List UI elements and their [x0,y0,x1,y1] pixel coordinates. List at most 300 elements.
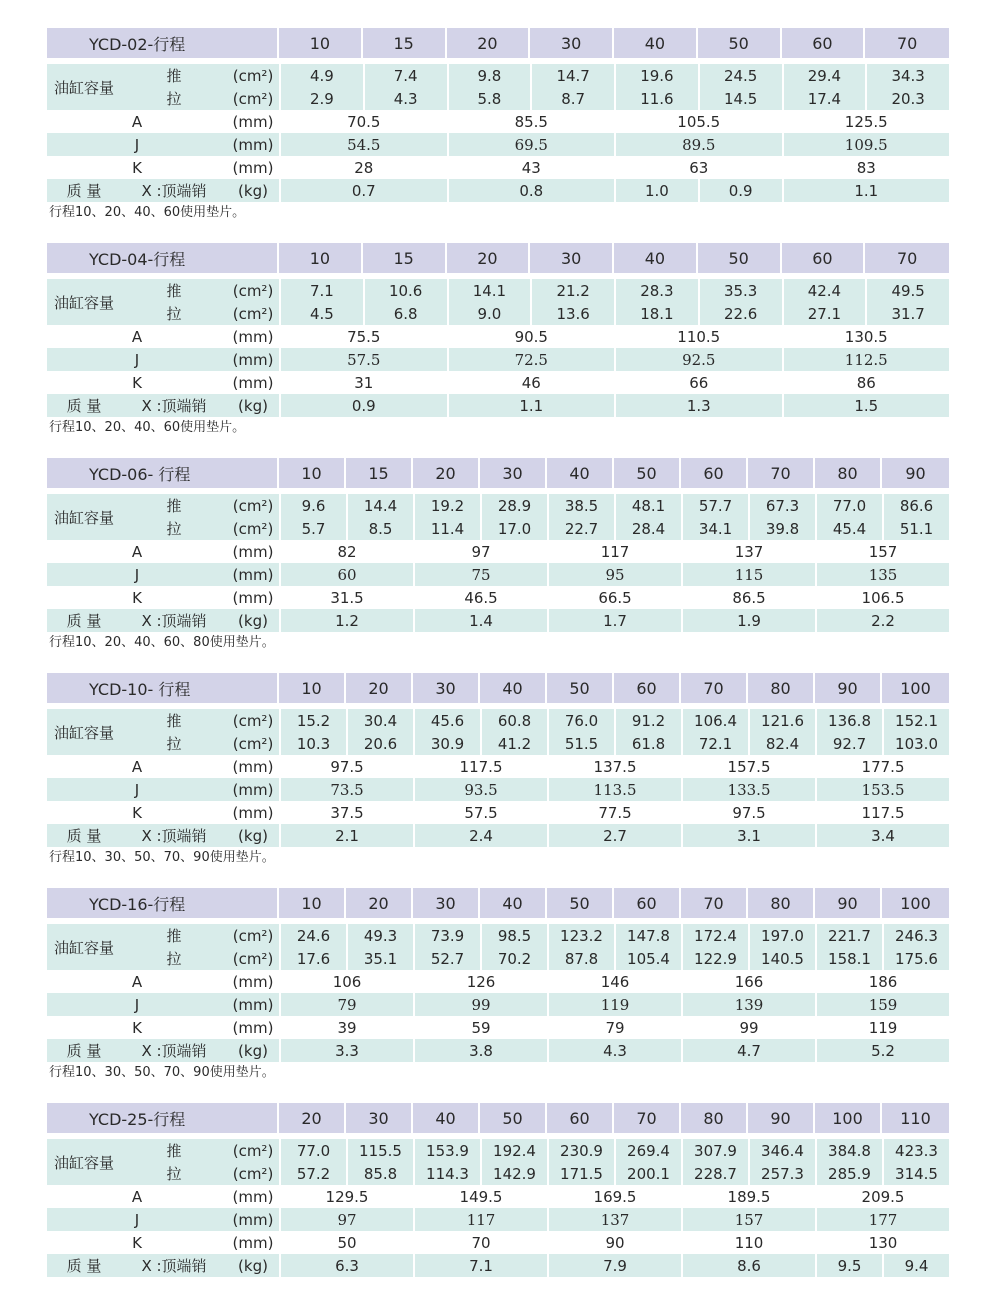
weight-label: 质 量 [47,179,121,202]
unit-label: (kg) [227,609,279,632]
dim-value: 126 [413,970,547,993]
push-label: 推 [121,709,227,732]
weight-row [47,1039,949,1062]
dim-value: 66 [614,371,782,394]
push-value: 19.2 [413,494,480,517]
spec-page [47,28,949,1304]
model-title: YCD-25-行程 [47,1103,279,1133]
pull-value: 17.0 [480,517,547,540]
pull-value: 20.3 [865,87,949,110]
dim-label: K [47,1016,227,1039]
pull-value: 85.8 [346,1162,413,1185]
dim-value: 31 [279,371,447,394]
unit-label: (mm) [227,993,279,1016]
spec-table [47,888,949,1062]
push-value: 230.9 [547,1139,614,1162]
push-row [47,924,949,947]
push-value: 34.3 [865,64,949,87]
dim-value: 106.5 [815,586,949,609]
stroke-header: 10 [279,673,346,703]
pull-value: 122.9 [681,947,748,970]
dim-value: 31.5 [279,586,413,609]
push-value: 136.8 [815,709,882,732]
pull-value: 11.6 [614,87,698,110]
dim-label: A [47,755,227,778]
stroke-header: 70 [614,1103,681,1133]
push-label: 推 [121,64,227,87]
push-value: 28.3 [614,279,698,302]
unit-label: (cm²) [227,302,279,325]
pull-value: 103.0 [882,732,949,755]
stroke-header: 50 [480,1103,547,1133]
unit-label: (mm) [227,1185,279,1208]
dim-value: 59 [413,1016,547,1039]
dim-value: 95 [547,563,681,586]
dim-row-a [47,970,949,993]
dim-value: 97.5 [681,801,815,824]
push-value: 86.6 [882,494,949,517]
dim-row-k [47,801,949,824]
dim-label: J [47,563,227,586]
push-value: 42.4 [782,279,866,302]
dim-value: 66.5 [547,586,681,609]
push-value: 346.4 [748,1139,815,1162]
pull-value: 52.7 [413,947,480,970]
dim-value: 129.5 [279,1185,413,1208]
block-spacer [47,659,949,673]
weight-value: 9.4 [882,1254,949,1277]
stroke-header: 30 [346,1103,413,1133]
header-row [47,28,949,58]
dim-value: 106 [279,970,413,993]
weight-value: 2.2 [815,609,949,632]
unit-label: (mm) [227,110,279,133]
unit-label: (mm) [227,371,279,394]
dim-label: A [47,540,227,563]
spec-block [47,28,949,229]
push-value: 14.4 [346,494,413,517]
dim-value: 73.5 [279,778,413,801]
pull-value: 105.4 [614,947,681,970]
dim-value: 105.5 [614,110,782,133]
push-value: 14.7 [530,64,614,87]
stroke-header: 80 [815,458,882,488]
unit-label: (kg) [227,824,279,847]
dim-value: 137.5 [547,755,681,778]
stroke-header: 20 [279,1103,346,1133]
dim-value: 177.5 [815,755,949,778]
unit-label: (cm²) [227,517,279,540]
dim-value: 90.5 [447,325,615,348]
weight-value: 4.7 [681,1039,815,1062]
dim-row-k [47,1016,949,1039]
pull-value: 175.6 [882,947,949,970]
dim-label: J [47,993,227,1016]
pull-row [47,732,949,755]
unit-label: (cm²) [227,279,279,302]
stroke-header: 80 [681,1103,748,1133]
dim-value: 97.5 [279,755,413,778]
dim-row-j [47,133,949,156]
header-row [47,888,949,918]
push-value: 7.1 [279,279,363,302]
pull-value: 22.6 [698,302,782,325]
pull-value: 35.1 [346,947,413,970]
dim-value: 70.5 [279,110,447,133]
pull-value: 39.8 [748,517,815,540]
weight-label: 质 量 [47,394,121,417]
dim-value: 37.5 [279,801,413,824]
pull-value: 72.1 [681,732,748,755]
dim-row-j [47,1208,949,1231]
push-label: 推 [121,924,227,947]
dim-label: K [47,156,227,179]
unit-label: (cm²) [227,87,279,110]
dim-value: 79 [279,993,413,1016]
dim-value: 186 [815,970,949,993]
unit-label: (mm) [227,1231,279,1254]
stroke-header: 70 [865,243,949,273]
dim-label: A [47,110,227,133]
pull-value: 82.4 [748,732,815,755]
weight-value: 2.4 [413,824,547,847]
unit-label: (cm²) [227,1139,279,1162]
pull-label: 拉 [121,1162,227,1185]
pull-value: 5.8 [447,87,531,110]
weight-value: 6.3 [279,1254,413,1277]
push-value: 76.0 [547,709,614,732]
push-value: 19.6 [614,64,698,87]
pull-value: 51.1 [882,517,949,540]
weight-value: 4.3 [547,1039,681,1062]
pull-label: 拉 [121,87,227,110]
weight-value: 0.8 [447,179,615,202]
unit-label: (cm²) [227,494,279,517]
pull-value: 2.9 [279,87,363,110]
stroke-header: 80 [748,888,815,918]
dim-value: 39 [279,1016,413,1039]
dim-value: 157 [815,540,949,563]
stroke-header: 15 [363,28,447,58]
pull-row [47,87,949,110]
stroke-header: 50 [698,243,782,273]
dim-value: 85.5 [447,110,615,133]
dim-value: 110 [681,1231,815,1254]
dim-label: J [47,1208,227,1231]
dim-value: 77.5 [547,801,681,824]
pull-value: 31.7 [865,302,949,325]
spec-table [47,1103,949,1277]
pull-value: 158.1 [815,947,882,970]
push-value: 77.0 [279,1139,346,1162]
dim-row-k [47,156,949,179]
weight-value: 3.8 [413,1039,547,1062]
pull-value: 13.6 [530,302,614,325]
push-value: 423.3 [882,1139,949,1162]
dim-row-a [47,1185,949,1208]
dim-value: 209.5 [815,1185,949,1208]
dim-value: 63 [614,156,782,179]
pull-value: 22.7 [547,517,614,540]
dim-value: 117 [413,1208,547,1231]
pull-row [47,517,949,540]
unit-label: (kg) [227,179,279,202]
dim-value: 130.5 [782,325,950,348]
dim-value: 70 [413,1231,547,1254]
spec-table [47,458,949,632]
dim-value: 119 [547,993,681,1016]
pull-value: 228.7 [681,1162,748,1185]
push-value: 115.5 [346,1139,413,1162]
dim-value: 149.5 [413,1185,547,1208]
model-title: YCD-10- 行程 [47,673,279,703]
pull-value: 87.8 [547,947,614,970]
spec-table [47,28,949,202]
dim-row-k [47,371,949,394]
spec-block [47,458,949,659]
stroke-header: 20 [413,458,480,488]
shim-note: 行程10、20、40、60、80使用垫片。 [49,635,275,650]
stroke-header: 90 [815,888,882,918]
dim-row-k [47,586,949,609]
x-pin-label: X :顶端销 [121,1254,227,1277]
dim-label: J [47,348,227,371]
push-value: 7.4 [363,64,447,87]
unit-label: (mm) [227,540,279,563]
dim-value: 54.5 [279,133,447,156]
dim-value: 112.5 [782,348,950,371]
dim-value: 97 [279,1208,413,1231]
dim-label: K [47,1231,227,1254]
pull-value: 92.7 [815,732,882,755]
dim-value: 115 [681,563,815,586]
pull-value: 17.6 [279,947,346,970]
spec-block [47,888,949,1089]
pull-value: 257.3 [748,1162,815,1185]
stroke-header: 80 [748,673,815,703]
pull-value: 200.1 [614,1162,681,1185]
unit-label: (mm) [227,586,279,609]
push-value: 15.2 [279,709,346,732]
push-value: 91.2 [614,709,681,732]
spec-table [47,673,949,847]
push-value: 246.3 [882,924,949,947]
unit-label: (mm) [227,348,279,371]
weight-value: 1.2 [279,609,413,632]
capacity-label: 油缸容量 [47,494,121,540]
x-pin-label: X :顶端销 [121,394,227,417]
stroke-header: 30 [530,243,614,273]
stroke-header: 15 [346,458,413,488]
unit-label: (mm) [227,801,279,824]
dim-row-j [47,778,949,801]
dim-value: 137 [547,1208,681,1231]
stroke-header: 60 [614,888,681,918]
dim-value: 117.5 [815,801,949,824]
pull-value: 10.3 [279,732,346,755]
push-label: 推 [121,1139,227,1162]
dim-value: 130 [815,1231,949,1254]
unit-label: (mm) [227,133,279,156]
push-value: 121.6 [748,709,815,732]
weight-label: 质 量 [47,1039,121,1062]
push-value: 48.1 [614,494,681,517]
unit-label: (cm²) [227,924,279,947]
weight-value: 3.4 [815,824,949,847]
weight-value: 0.9 [279,394,447,417]
pull-value: 45.4 [815,517,882,540]
dim-label: K [47,801,227,824]
dim-row-j [47,993,949,1016]
dim-value: 109.5 [782,133,950,156]
pull-value: 17.4 [782,87,866,110]
spec-block [47,243,949,444]
push-value: 14.1 [447,279,531,302]
push-value: 35.3 [698,279,782,302]
dim-value: 135 [815,563,949,586]
pull-value: 8.7 [530,87,614,110]
pull-value: 27.1 [782,302,866,325]
dim-value: 99 [681,1016,815,1039]
push-value: 197.0 [748,924,815,947]
push-row [47,494,949,517]
pull-row [47,947,949,970]
weight-value: 7.9 [547,1254,681,1277]
dim-label: A [47,970,227,993]
spec-table [47,243,949,417]
push-label: 推 [121,279,227,302]
stroke-header: 70 [865,28,949,58]
stroke-header: 40 [480,888,547,918]
weight-value: 1.4 [413,609,547,632]
dim-value: 157 [681,1208,815,1231]
unit-label: (cm²) [227,1162,279,1185]
push-value: 73.9 [413,924,480,947]
dim-value: 146 [547,970,681,993]
stroke-header: 15 [363,243,447,273]
push-row [47,64,949,87]
weight-row [47,179,949,202]
dim-row-j [47,348,949,371]
shim-note: 行程10、30、50、70、90使用垫片。 [49,1065,275,1080]
dim-value: 166 [681,970,815,993]
stroke-header: 20 [447,243,531,273]
spec-block [47,673,949,874]
unit-label: (cm²) [227,947,279,970]
unit-label: (mm) [227,156,279,179]
push-value: 28.9 [480,494,547,517]
stroke-header: 10 [279,888,346,918]
weight-value: 5.2 [815,1039,949,1062]
dim-value: 72.5 [447,348,615,371]
weight-value: 1.3 [614,394,782,417]
dim-row-a [47,755,949,778]
push-value: 29.4 [782,64,866,87]
pull-row [47,302,949,325]
dim-row-k [47,1231,949,1254]
capacity-label: 油缸容量 [47,279,121,325]
pull-value: 57.2 [279,1162,346,1185]
shim-note: 行程10、20、40、60使用垫片。 [49,205,246,220]
pull-value: 114.3 [413,1162,480,1185]
unit-label: (mm) [227,1208,279,1231]
dim-row-a [47,325,949,348]
dim-value: 117 [547,540,681,563]
dim-value: 139 [681,993,815,1016]
push-value: 49.5 [865,279,949,302]
header-row [47,1103,949,1133]
dim-row-a [47,110,949,133]
dim-value: 113.5 [547,778,681,801]
pull-label: 拉 [121,732,227,755]
pull-value: 28.4 [614,517,681,540]
stroke-header: 60 [782,243,866,273]
dim-value: 50 [279,1231,413,1254]
block-spacer [47,874,949,888]
capacity-label: 油缸容量 [47,709,121,755]
stroke-header: 40 [480,673,547,703]
dim-value: 79 [547,1016,681,1039]
spec-block [47,1103,949,1304]
dim-value: 189.5 [681,1185,815,1208]
dim-label: K [47,371,227,394]
weight-value: 9.5 [815,1254,882,1277]
shim-note: 行程10、30、50、70、90使用垫片。 [49,850,275,865]
pull-value: 8.5 [346,517,413,540]
pull-label: 拉 [121,517,227,540]
header-row [47,673,949,703]
stroke-header: 60 [681,458,748,488]
push-value: 172.4 [681,924,748,947]
push-value: 221.7 [815,924,882,947]
push-value: 147.8 [614,924,681,947]
stroke-header: 60 [614,673,681,703]
pull-value: 4.5 [279,302,363,325]
capacity-label: 油缸容量 [47,924,121,970]
pull-value: 34.1 [681,517,748,540]
block-spacer [47,229,949,243]
dim-value: 119 [815,1016,949,1039]
stroke-header: 40 [547,458,614,488]
dim-value: 92.5 [614,348,782,371]
stroke-header: 10 [279,243,363,273]
weight-label: 质 量 [47,824,121,847]
model-title: YCD-06- 行程 [47,458,279,488]
push-value: 98.5 [480,924,547,947]
pull-value: 5.7 [279,517,346,540]
stroke-header: 90 [882,458,949,488]
weight-value: 0.7 [279,179,447,202]
push-value: 45.6 [413,709,480,732]
stroke-header: 10 [279,458,346,488]
dim-value: 99 [413,993,547,1016]
unit-label: (mm) [227,563,279,586]
dim-value: 75.5 [279,325,447,348]
push-value: 67.3 [748,494,815,517]
stroke-header: 40 [614,243,698,273]
push-value: 307.9 [681,1139,748,1162]
weight-value: 1.5 [782,394,950,417]
dim-value: 177 [815,1208,949,1231]
push-value: 152.1 [882,709,949,732]
stroke-header: 70 [681,673,748,703]
push-value: 123.2 [547,924,614,947]
unit-label: (kg) [227,1039,279,1062]
pull-value: 11.4 [413,517,480,540]
model-title: YCD-16-行程 [47,888,279,918]
pull-value: 314.5 [882,1162,949,1185]
model-title: YCD-02-行程 [47,28,279,58]
